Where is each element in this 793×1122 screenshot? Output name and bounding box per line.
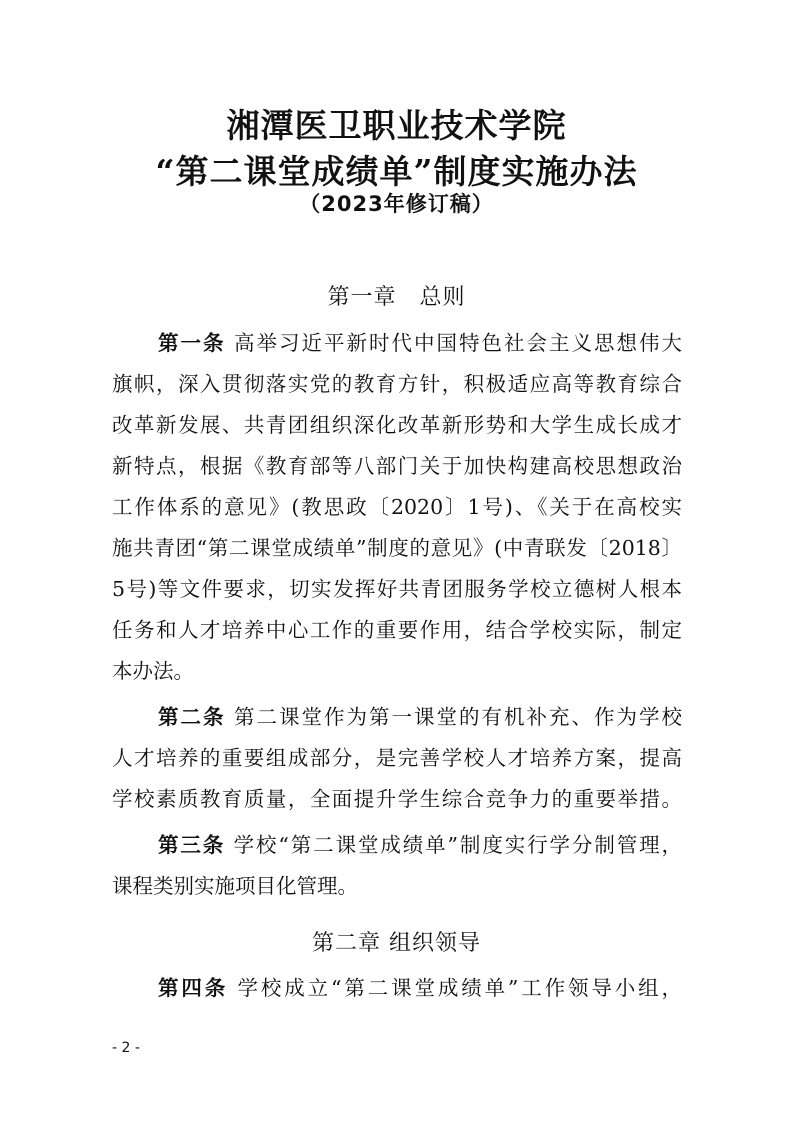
article-1-line-1 bbox=[158, 323, 682, 363]
article-1-line-3: 改革新发展、共青团组织深化改革新形势和大学生成长成才 bbox=[112, 413, 682, 437]
article-3-label: 第三条 bbox=[158, 833, 226, 857]
article-3-line-1 bbox=[158, 825, 682, 865]
document-title-line-1: 湘潭医卫职业技术学院 bbox=[226, 106, 567, 145]
article-3-text-1: 学校“第二课堂成绩单”制度实行学分制管理， bbox=[225, 833, 683, 857]
article-2-line-1 bbox=[158, 697, 682, 737]
article-1-line-8: 任务和人才培养中心工作的重要作用，结合学校实际，制定 bbox=[112, 618, 682, 642]
article-1-line-5: 工作体系的意见》(教思政〔2020〕1号)、《关于在高校实 bbox=[112, 495, 682, 519]
article-1-text-1: 高举习近平新时代中国特色社会主义思想伟大 bbox=[225, 331, 683, 355]
article-1-label: 第一条 bbox=[158, 331, 226, 355]
article-2-line-3: 学校素质教育质量，全面提升学生综合竞争力的重要举措。 bbox=[112, 787, 682, 811]
document-title-line-2: “第二课堂成绩单”制度实施办法 bbox=[155, 152, 638, 191]
article-2-label: 第二条 bbox=[158, 705, 226, 729]
article-2-text-1: 第二课堂作为第一课堂的有机补充、作为学校 bbox=[225, 705, 683, 729]
chapter-1-heading: 第一章 总则 bbox=[327, 285, 466, 310]
page-number: - 2 - bbox=[112, 1040, 140, 1056]
article-4-text-1: 学校成立“第二课堂成绩单”工作领导小组， bbox=[228, 976, 683, 1000]
article-1-line-2: 旗帜，深入贯彻落实党的教育方针，积极适应高等教育综合 bbox=[112, 372, 682, 396]
article-2-line-2: 人才培养的重要组成部分，是完善学校人才培养方案，提高 bbox=[112, 746, 682, 770]
article-4-label: 第四条 bbox=[158, 976, 229, 1000]
chapter-2-heading: 第二章 组织领导 bbox=[312, 931, 481, 956]
article-1-line-9: 本办法。 bbox=[112, 659, 194, 683]
article-1-line-7: 5号)等文件要求，切实发挥好共青团服务学校立德树人根本 bbox=[112, 577, 682, 601]
article-4-line-1 bbox=[158, 968, 682, 1008]
revision-note: （2023年修订稿） bbox=[299, 192, 494, 216]
article-1-line-6: 施共青团“第二课堂成绩单”制度的意见》(中青联发〔2018〕 bbox=[112, 536, 682, 560]
article-3-line-2: 课程类别实施项目化管理。 bbox=[112, 874, 358, 898]
article-1-line-4: 新特点，根据《教育部等八部门关于加快构建高校思想政治 bbox=[112, 454, 682, 478]
